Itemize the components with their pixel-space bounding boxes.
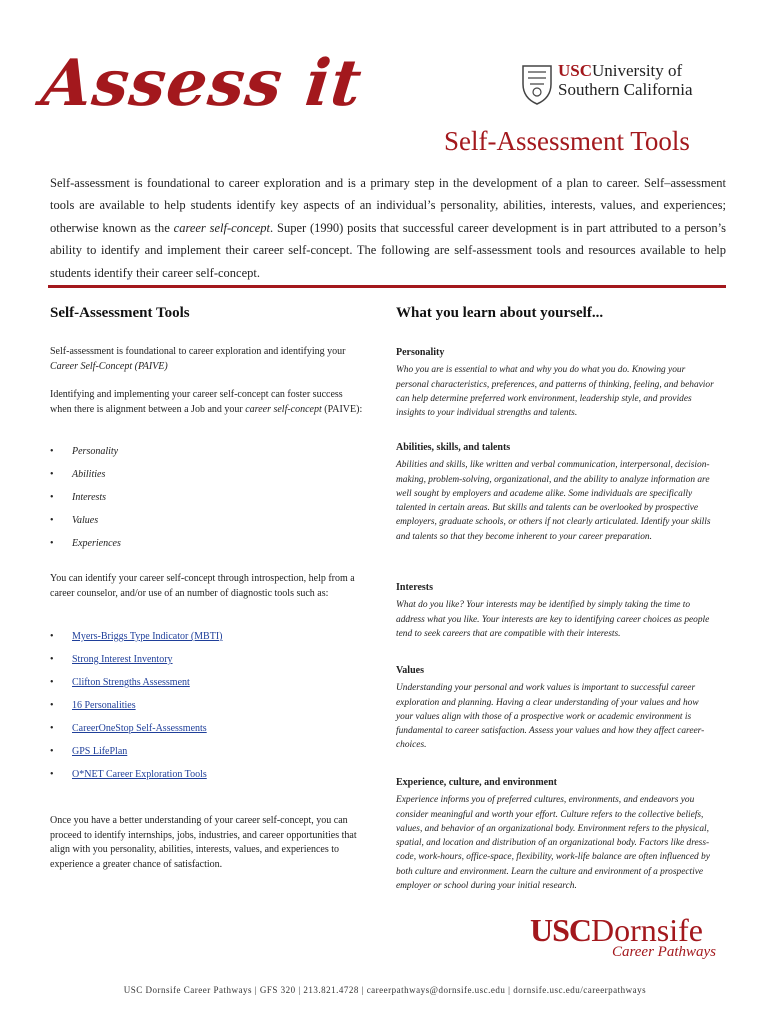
usc-seal-icon: [520, 62, 554, 106]
paive-item: Interests: [72, 492, 107, 503]
university-line-2: Southern California: [558, 80, 693, 99]
left-paragraph-3: You can identify your career self-concept through introspection, help from a career counselor, and/or use of an number of diagnostic tools such as:: [50, 573, 355, 599]
usc-dornsife-logo: [530, 914, 720, 961]
paive-item: Abilities: [72, 469, 106, 480]
link-clifton-strengths[interactable]: Clifton Strengths Assessment: [72, 677, 190, 688]
section-title: Experience, culture, and environment: [396, 777, 558, 788]
page-subtitle: Self-Assessment Tools: [444, 126, 690, 156]
section-body: Who you are is essential to what and why you do what you do. Knowing your personal characteristics, preferences, and patterns of thinking, feeling, and behavior can help determine preferred work environment, leadership style, and provides insights to your individual strengths and talents.: [396, 365, 714, 419]
section-abilities: [396, 441, 714, 544]
university-line-1: University of: [592, 61, 683, 80]
usc-university-logo: [520, 62, 710, 106]
section-personality: [396, 346, 714, 420]
section-title: Personality: [396, 347, 445, 358]
bullet-icon: •: [50, 515, 54, 526]
bullet-icon: •: [50, 769, 54, 780]
bullet-icon: •: [50, 492, 54, 503]
bullet-icon: •: [50, 654, 54, 665]
section-interests: [396, 581, 714, 641]
section-title: Interests: [396, 582, 434, 593]
left-p1-emphasis: Career Self-Concept (PAIVE): [50, 360, 168, 372]
link-careeronestop[interactable]: CareerOneStop Self-Assessments: [72, 723, 207, 734]
right-column-heading: What you learn about yourself...: [396, 305, 604, 321]
section-title: Abilities, skills, and talents: [396, 442, 511, 453]
page-brand-title: Assess it: [38, 46, 366, 121]
intro-text-2: . Super (1990) posits that successful career development is in part attributed to a person’s ability to identify and implement their career self-concept. The following are self-assessment tools and resources available to help students identify their career self-concept.: [50, 220, 726, 280]
link-mbti[interactable]: Myers-Briggs Type Indicator (MBTI): [72, 631, 223, 642]
section-experience: [396, 776, 714, 893]
paive-item: Values: [72, 515, 99, 526]
link-16-personalities[interactable]: 16 Personalities: [72, 700, 136, 711]
bullet-icon: •: [50, 469, 54, 480]
page-footer: USC Dornsife Career Pathways | GFS 320 | 213.821.4728 | careerpathways@dornsife.usc.edu | dornsife.usc.edu/careerpathways: [123, 985, 647, 995]
left-paragraph-1: [50, 345, 365, 374]
left-p2-tail: (PAIVE):: [321, 403, 363, 415]
section-body: Abilities and skills, like written and verbal communication, interpersonal, decision-making, problem-solving, organizational, and the ability to analyze information are well sought by employers and academe alike. Some individuals are specifically talented in certain areas. But skills and talents can be overlooked by prospective employers, graduate schools, or others if not clearly articulated. Identify your skills and talents so that they become inherent to your career preparation.: [396, 460, 711, 542]
bullet-icon: •: [50, 746, 54, 757]
bullet-icon: •: [50, 723, 54, 734]
left-p1-text: Self-assessment is foundational to career exploration and identifying your: [50, 346, 346, 357]
section-divider: [48, 285, 726, 288]
paive-item: Personality: [72, 446, 119, 457]
left-column: [50, 345, 365, 431]
left-p2-emphasis: career self-concept: [245, 403, 322, 415]
bullet-icon: •: [50, 631, 54, 642]
section-body: Experience informs you of preferred cultures, environments, and endeavors you consider meaningful and worth your effort. Culture refers to the collective beliefs, values, and behavior of an organizational body. Environment refers to the physical, spatial, and location and distribution of an organizational body. Factors like dress-code, work-hours, office-space, flexibility, work-life balance are often influenced by both culture and environment. Learn the culture and environment of a prospective employer or school during your initial research.: [396, 795, 710, 892]
link-onet-tools[interactable]: O*NET Career Exploration Tools: [72, 769, 207, 780]
bullet-icon: •: [50, 677, 54, 688]
section-values: [396, 664, 714, 753]
dornsife-wordmark: Dornsife: [591, 912, 703, 948]
dornsife-usc-wordmark: USC: [530, 912, 592, 948]
section-body: Understanding your personal and work values is important to successful career exploration and planning. Having a clear understanding of your values and how your values align with those of a prospective work or academic environment is fundamental to career satisfaction. Assess your values and how they affect career-choices.: [396, 683, 705, 751]
intro-emphasis: career self-concept: [173, 220, 271, 235]
bullet-icon: •: [50, 446, 54, 457]
left-p2-text: Identifying and implementing your career self-concept can foster success when there is alignment between a Job and your: [50, 389, 343, 415]
link-gps-lifeplan[interactable]: GPS LifePlan: [72, 746, 128, 757]
usc-wordmark: USC: [558, 61, 593, 80]
intro-text-1: Self-assessment is foundational to career exploration and is a primary step in the development of a plan to career. Self–assessment tools are available to help students identify key aspects of an individual’s personality, abilities, interests, values, and experiences; otherwise known as the: [50, 176, 726, 235]
section-body: What do you like? Your interests may be identified by simply taking the time to address what you like. Your interests are key to identifying career choices as people tend to seek careers that are compatible with their interests.: [396, 600, 710, 639]
bullet-icon: •: [50, 700, 54, 711]
left-paragraph-2: [50, 388, 365, 417]
intro-paragraph: [50, 172, 726, 284]
dornsife-tagline: Career Pathways: [611, 944, 716, 960]
link-strong-interest-inventory[interactable]: Strong Interest Inventory: [72, 654, 173, 665]
bullet-icon: •: [50, 538, 54, 549]
left-paragraph-4: Once you have a better understanding of your career self-concept, you can proceed to identify internships, jobs, industries, and career opportunities that align with you personality, abilities, interests, values, and experiences to experience a greater chance of satisfaction.: [50, 815, 357, 870]
paive-item: Experiences: [72, 538, 121, 549]
left-column-heading: Self-Assessment Tools: [50, 305, 190, 321]
section-title: Values: [396, 665, 424, 676]
